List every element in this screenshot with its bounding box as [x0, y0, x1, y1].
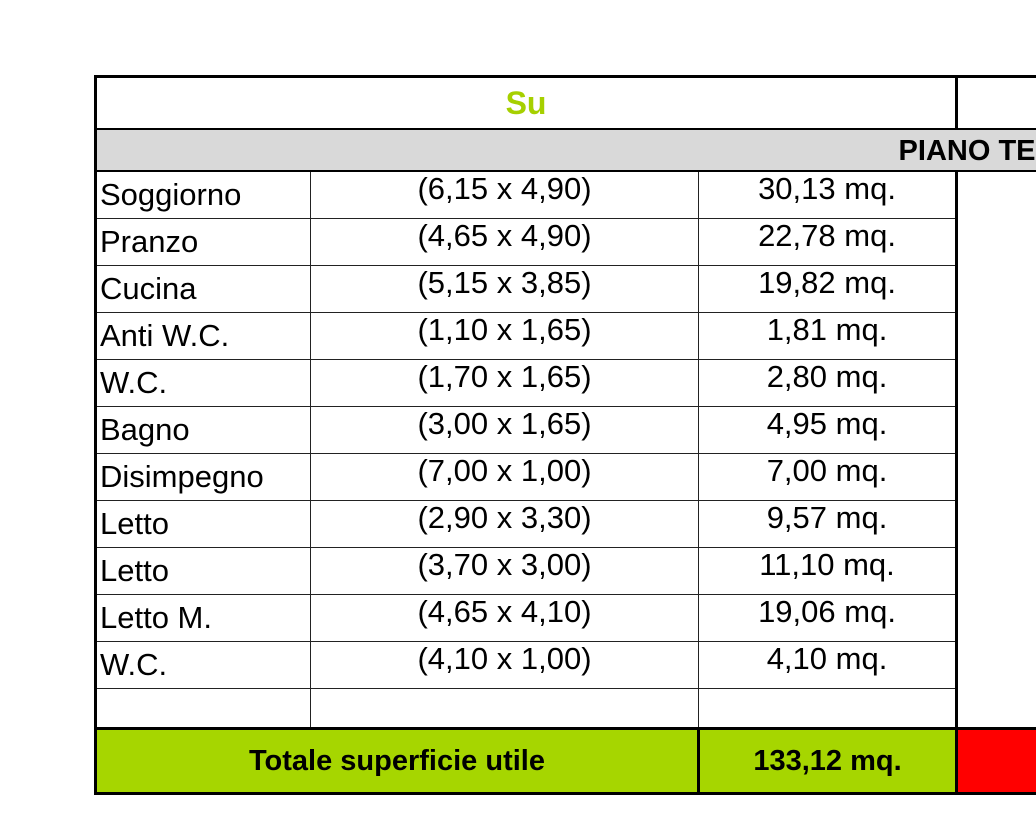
- room-name-cell: Letto: [96, 548, 311, 595]
- floor-label: PIANO TE: [96, 129, 1036, 171]
- floor-row: [96, 129, 1036, 171]
- room-dimensions-cell: (4,65 x 4,10): [311, 595, 699, 642]
- room-name-cell: Soggiorno: [96, 171, 311, 219]
- blank-cell: [699, 689, 957, 729]
- room-dimensions-cell: (3,00 x 1,65): [311, 407, 699, 454]
- extra-cell: [957, 501, 1036, 548]
- room-name-cell: Anti W.C.: [96, 313, 311, 360]
- room-dimensions-cell: (1,10 x 1,65): [311, 313, 699, 360]
- room-name-cell: Bagno: [96, 407, 311, 454]
- room-dimensions-cell: (7,00 x 1,00): [311, 454, 699, 501]
- extra-cell: [957, 407, 1036, 454]
- total-red-cell: [957, 729, 1036, 794]
- room-dimensions-cell: (5,15 x 3,85): [311, 266, 699, 313]
- table-row: [96, 454, 1036, 501]
- extra-cell: [957, 266, 1036, 313]
- table-row: [96, 642, 1036, 689]
- title-extra-cell: [957, 77, 1036, 130]
- extra-cell: [957, 642, 1036, 689]
- extra-cell: [957, 313, 1036, 360]
- room-name-cell: Letto: [96, 501, 311, 548]
- total-row: [96, 729, 1036, 794]
- room-name-cell: Disimpegno: [96, 454, 311, 501]
- table-row: [96, 360, 1036, 407]
- extra-cell: [957, 454, 1036, 501]
- title-row: [96, 77, 1036, 130]
- extra-cell: [957, 171, 1036, 219]
- room-area-cell: 11,10 mq.: [699, 548, 957, 595]
- room-area-cell: 9,57 mq.: [699, 501, 957, 548]
- room-name-cell: Pranzo: [96, 219, 311, 266]
- table-row: [96, 313, 1036, 360]
- extra-cell: [957, 548, 1036, 595]
- room-area-cell: 1,81 mq.: [699, 313, 957, 360]
- table-row: [96, 501, 1036, 548]
- room-area-cell: 19,82 mq.: [699, 266, 957, 313]
- room-dimensions-cell: (1,70 x 1,65): [311, 360, 699, 407]
- table-row: [96, 219, 1036, 266]
- room-dimensions-cell: (4,65 x 4,90): [311, 219, 699, 266]
- table-row: [96, 171, 1036, 219]
- extra-cell: [957, 360, 1036, 407]
- room-area-cell: 7,00 mq.: [699, 454, 957, 501]
- room-dimensions-cell: (3,70 x 3,00): [311, 548, 699, 595]
- total-value: 133,12 mq.: [699, 729, 957, 794]
- room-name-cell: Letto M.: [96, 595, 311, 642]
- table-row: [96, 407, 1036, 454]
- blank-cell: [96, 689, 311, 729]
- blank-cell: [957, 689, 1036, 729]
- room-name-cell: W.C.: [96, 642, 311, 689]
- table-row: [96, 595, 1036, 642]
- room-area-cell: 2,80 mq.: [699, 360, 957, 407]
- blank-cell: [311, 689, 699, 729]
- table-row: [96, 548, 1036, 595]
- room-area-cell: 4,10 mq.: [699, 642, 957, 689]
- room-dimensions-cell: (4,10 x 1,00): [311, 642, 699, 689]
- room-dimensions-cell: (6,15 x 4,90): [311, 171, 699, 219]
- room-area-cell: 22,78 mq.: [699, 219, 957, 266]
- total-label: Totale superficie utile: [96, 729, 699, 794]
- extra-cell: [957, 219, 1036, 266]
- extra-cell: [957, 595, 1036, 642]
- room-area-cell: 4,95 mq.: [699, 407, 957, 454]
- room-area-cell: 19,06 mq.: [699, 595, 957, 642]
- room-name-cell: Cucina: [96, 266, 311, 313]
- blank-row: [96, 689, 1036, 729]
- table-title: Su: [96, 77, 957, 130]
- table-row: [96, 266, 1036, 313]
- room-area-cell: 30,13 mq.: [699, 171, 957, 219]
- room-name-cell: W.C.: [96, 360, 311, 407]
- area-table: [94, 75, 1036, 795]
- room-dimensions-cell: (2,90 x 3,30): [311, 501, 699, 548]
- area-table-sheet: [94, 75, 1036, 777]
